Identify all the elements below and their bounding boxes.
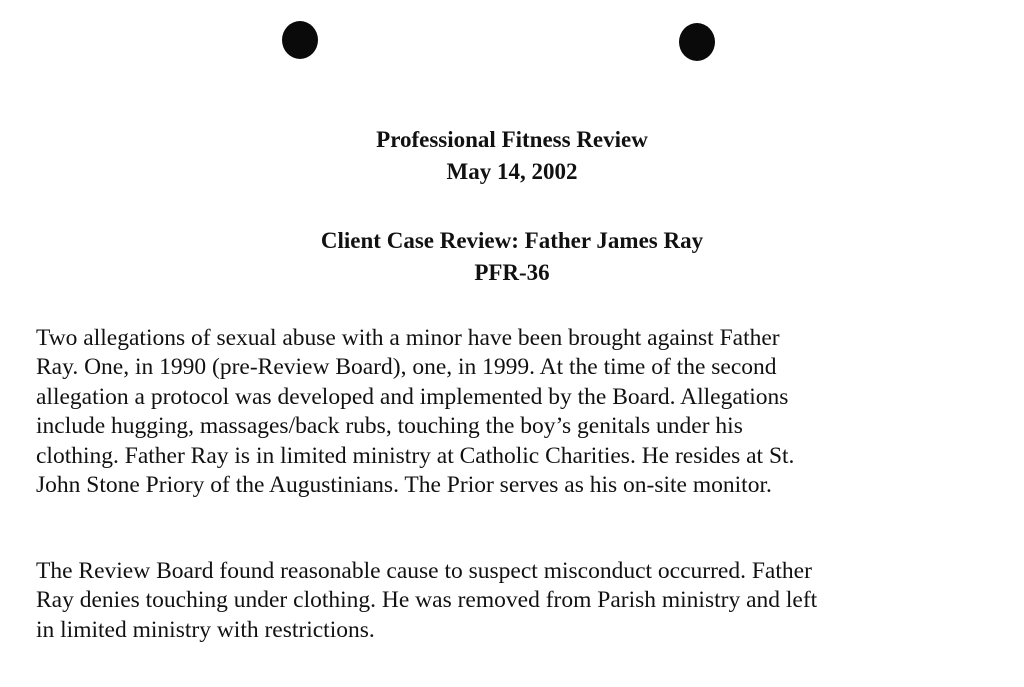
- case-header: [0, 225, 1024, 289]
- punch-hole-right: [679, 23, 715, 61]
- paragraph-line: Two allegations of sexual abuse with a minor have been brought against Father: [36, 325, 780, 351]
- organization-title: Professional Fitness Review: [376, 127, 648, 152]
- paragraph-line: John Stone Priory of the Augustinians. The Prior serves as his on-site monitor.: [36, 472, 772, 499]
- paragraph-line: Ray denies touching under clothing. He was removed from Parish ministry and left: [36, 587, 818, 614]
- paragraph-line: The Review Board found reasonable cause to suspect misconduct occurred. Father: [36, 558, 812, 584]
- paragraph-line: allegation a protocol was developed and implemented by the Board. Allegations: [36, 383, 789, 410]
- case-number: PFR-36: [474, 260, 550, 285]
- case-title: Client Case Review: Father James Ray: [320, 228, 704, 253]
- paragraph-line: clothing. Father Ray is in limited ministry at Catholic Charities. He resides at St.: [36, 442, 795, 469]
- paragraph-line: in limited ministry with restrictions.: [36, 616, 375, 643]
- punch-hole-left: [282, 21, 318, 59]
- paragraph-findings: [36, 557, 1006, 645]
- paragraph-line: Ray. One, in 1990 (pre-Review Board), one, in 1999. At the time of the second: [36, 354, 777, 381]
- paragraph-allegations: [36, 324, 1006, 500]
- paragraph-line: include hugging, massages/back rubs, touching the boy’s genitals under his: [36, 413, 743, 440]
- document-date: May 14, 2002: [446, 159, 578, 184]
- document-header: [0, 124, 1024, 188]
